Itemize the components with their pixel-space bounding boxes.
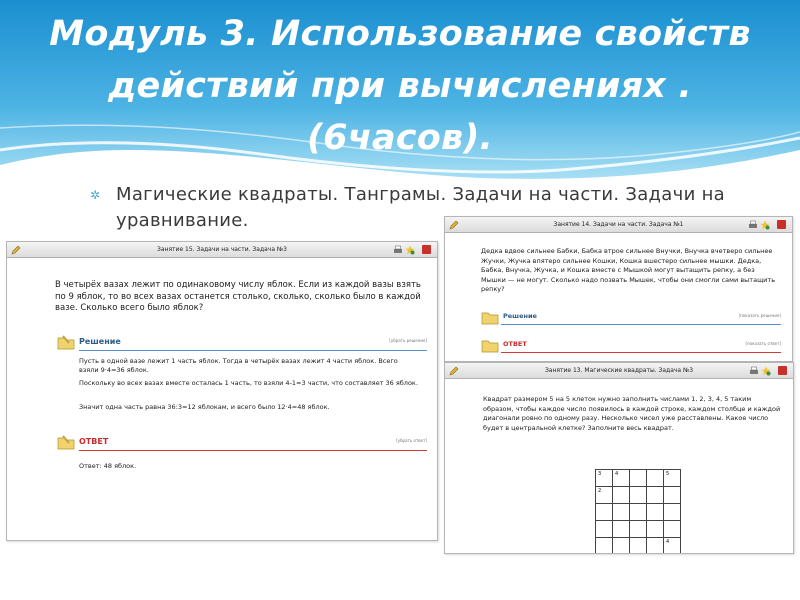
grid-cell[interactable] [596, 538, 613, 555]
grid-cell[interactable] [630, 470, 647, 487]
pencil-icon [11, 245, 21, 255]
folder-icon [57, 334, 75, 350]
window-title: Занятие 14. Задачи на части. Задача №1 [553, 221, 684, 228]
slide-title: Модуль 3. Использование свойств действий при вычислениях . (6часов). [49, 14, 751, 158]
grid-cell[interactable] [664, 504, 681, 521]
star-icon[interactable] [405, 245, 415, 255]
print-icon[interactable] [393, 245, 403, 255]
grid-cell[interactable] [630, 504, 647, 521]
solution-section[interactable] [481, 309, 781, 325]
grid-row [596, 487, 681, 504]
grid-cell[interactable] [647, 487, 664, 504]
grid-cell[interactable] [630, 538, 647, 555]
answer-toggle-link[interactable]: [убрать ответ] [396, 438, 427, 443]
star-icon[interactable] [761, 366, 771, 376]
task-text: Дедка вдвое сильнее Бабки, Бабка втрое сильнее Внучки, Внучка вчетверо сильнее Жучки, Жучка впятеро сильнее Кошки, Кошка вшестеро сильнее мышки. Дедка, Бабка, Внучка, Жучка, и Кошка вместе с Мышкой могут вытащить репку, а без Мышки — не могут. Сколько надо позвать Мышек, чтобы они смогли сами вытащить репку? [481, 247, 776, 293]
grid-cell[interactable] [596, 521, 613, 538]
solution-divider [501, 324, 781, 325]
answer-section[interactable] [481, 337, 781, 353]
slide-header [0, 0, 800, 190]
folder-icon [57, 434, 75, 450]
grid-cell[interactable] [596, 504, 613, 521]
grid-row [596, 538, 681, 555]
magic-square-grid [595, 469, 681, 554]
answer-section[interactable] [57, 434, 427, 450]
answer-text: Ответ: 48 яблок. [79, 462, 137, 470]
grid-cell[interactable] [664, 487, 681, 504]
solution-label: Решение [503, 312, 537, 320]
window-title: Занятие 13. Магические квадраты. Задача №3 [544, 367, 694, 374]
grid-cell[interactable] [664, 521, 681, 538]
task-text: В четырёх вазах лежит по одинаковому числу яблок. Если из каждой вазы взять по 9 яблок, то во всех вазах останется столько, сколько, сколько было в каждой вазе. Сколько всего было яблок? [55, 280, 421, 313]
solution-line-1: Пусть в одной вазе лежит 1 часть яблок. Тогда в четырёх вазах лежит 4 части яблок. Всего взяли 9·4=36 яблок. [79, 357, 398, 374]
grid-cell[interactable] [613, 521, 630, 538]
grid-cell[interactable] [647, 470, 664, 487]
window-title: Занятие 15. Задачи на части. Задача №3 [157, 246, 287, 253]
close-icon[interactable] [777, 220, 786, 229]
grid-cell[interactable]: 4 [613, 470, 630, 487]
grid-cell[interactable]: 5 [664, 470, 681, 487]
task-text: Квадрат размером 5 на 5 клеток нужно заполнить числами 1, 2, 3, 4, 5 таким образом, чтобы каждое число появилось в каждой строке, каждом столбце и каждой диагонали ровно по одному разу. Несколько чисел уже расставлены. Какое число будет в центральной клетке? Заполните весь квадрат. [483, 395, 781, 432]
grid-cell[interactable] [613, 538, 630, 555]
grid-cell[interactable] [647, 521, 664, 538]
answer-divider [79, 450, 427, 451]
window-titlebar [7, 242, 437, 258]
grid-cell[interactable] [630, 487, 647, 504]
grid-cell[interactable]: 3 [596, 470, 613, 487]
task-window-right-top [444, 216, 793, 362]
bullet-star-icon: ✲ [90, 188, 101, 202]
close-icon[interactable] [422, 245, 431, 254]
answer-toggle-link[interactable]: [показать ответ] [745, 341, 781, 346]
solution-label: Решение [79, 337, 121, 346]
solution-toggle-link[interactable]: [убрать решение] [389, 338, 427, 343]
bullet-text: Магические квадраты. Танграмы. Задачи на части. Задачи на уравнивание. [116, 184, 725, 231]
folder-icon [481, 337, 499, 353]
solution-section[interactable] [57, 334, 427, 350]
star-icon[interactable] [760, 220, 770, 230]
grid-row [596, 504, 681, 521]
answer-label: ОТВЕТ [503, 340, 527, 348]
grid-cell[interactable] [630, 521, 647, 538]
solution-line-3: Значит одна часть равна 36:3=12 яблокам, и всего было 12·4=48 яблок. [79, 403, 330, 411]
solution-line-2: Поскольку во всех вазах вместе осталась 1 часть, то взяли 4-1=3 части, что составляет 36 яблок. [79, 379, 418, 387]
window-titlebar [445, 363, 793, 379]
task-window-left [6, 241, 438, 541]
answer-divider [501, 352, 781, 353]
grid-cell[interactable]: 2 [596, 487, 613, 504]
grid-cell[interactable] [647, 504, 664, 521]
grid-row [596, 470, 681, 487]
print-icon[interactable] [748, 220, 758, 230]
grid-cell[interactable] [647, 538, 664, 555]
close-icon[interactable] [778, 366, 787, 375]
grid-cell[interactable] [613, 504, 630, 521]
grid-row [596, 521, 681, 538]
grid-cell[interactable] [613, 487, 630, 504]
solution-toggle-link[interactable]: [показать решение] [738, 313, 781, 318]
window-titlebar [445, 217, 792, 233]
answer-label: ОТВЕТ [79, 437, 109, 446]
task-window-right-bottom [444, 362, 794, 554]
print-icon[interactable] [749, 366, 759, 376]
solution-divider [79, 350, 427, 351]
pencil-icon [449, 220, 459, 230]
pencil-icon [449, 366, 459, 376]
folder-icon [481, 309, 499, 325]
grid-cell[interactable]: 4 [664, 538, 681, 555]
